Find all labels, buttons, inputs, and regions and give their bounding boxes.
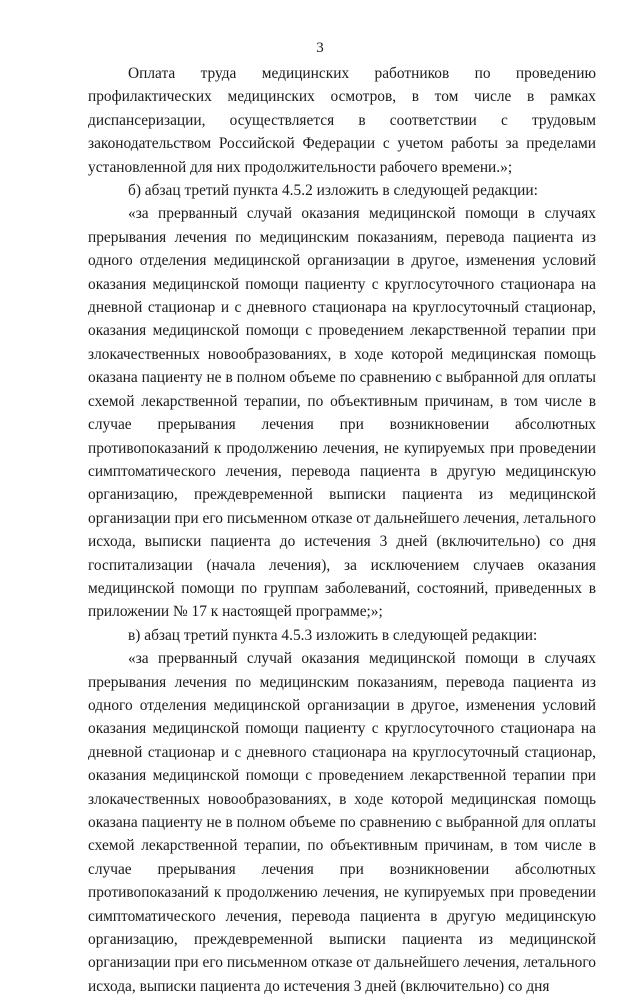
paragraph-payment-terms: Оплата труда медицинских работников по проведению профилактических медицинских осмотров, в том числе в рамках диспансеризации, осуществляется в соответствии с трудовым законодательством Российской Федерации с учетом работы за пределами установленной для них продолжительности рабочего времени.»;: [88, 65, 596, 176]
paragraph-amendment-c-text: «за прерванный случай оказания медицинской помощи в случаях прерывания лечения по медицинским показаниям, перевода пациента из одного отделения медицинской организации в другое, изменения условий оказания медицинской помощи пациенту с круглосуточного стационара на дневной стационар и с дневного стационара на круглосуточный стационар, оказания медицинской помощи с проведением лекарственной терапии при злокачественных новообразованиях, в ходе которой медицинская помощь оказана пациенту не в полном объеме по сравнению с выбранной для оплаты схемой лекарственной терапии, по объективным причинам, в том числе в случае прерывания лечения при возникновении абсолютных противопоказаний к продолжению лечения, не купируемых при проведении симптоматического лечения, перевода пациента в другую медицинскую организацию, преждевременной выписки пациента из медицинской организации при его письменном отказе от дальнейшего лечения, летального исхода, выписки пациента до истечения 3 дней (включительно) со дня: [88, 650, 596, 995]
paragraph-amendment-c: в) абзац третий пункта 4.5.3 изложить в следующей редакции:: [128, 626, 538, 644]
page-number: 3: [316, 40, 324, 56]
document-body: [88, 62, 596, 998]
paragraph-amendment-b-text: «за прерванный случай оказания медицинской помощи в случаях прерывания лечения по медицинским показаниям, перевода пациента из одного отделения медицинской организации в другое, изменения условий оказания медицинской помощи пациенту с круглосуточного стационара на дневной стационар и с дневного стационара на круглосуточный стационар, оказания медицинской помощи с проведением лекарственной терапии при злокачественных новообразованиях, в ходе которой медицинская помощь оказана пациенту не в полном объеме по сравнению с выбранной для оплаты схемой лекарственной терапии, по объективным причинам, в том числе в случае прерывания лечения при возникновении абсолютных противопоказаний к продолжению лечения, не купируемых при проведении симптоматического лечения, перевода пациента в другую медицинскую организацию, преждевременной выписки пациента из медицинской организации при его письменном отказе от дальнейшего лечения, летального исхода, выписки пациента до истечения 3 дней (включительно) со дня госпитализации (начала лечения), за исключением случаев оказания медицинской помощи по группам заболеваний, состояний, приведенных в приложении № 17 к настоящей программе;»;: [88, 205, 596, 621]
paragraph-amendment-b: б) абзац третий пункта 4.5.2 изложить в следующей редакции:: [128, 182, 538, 200]
